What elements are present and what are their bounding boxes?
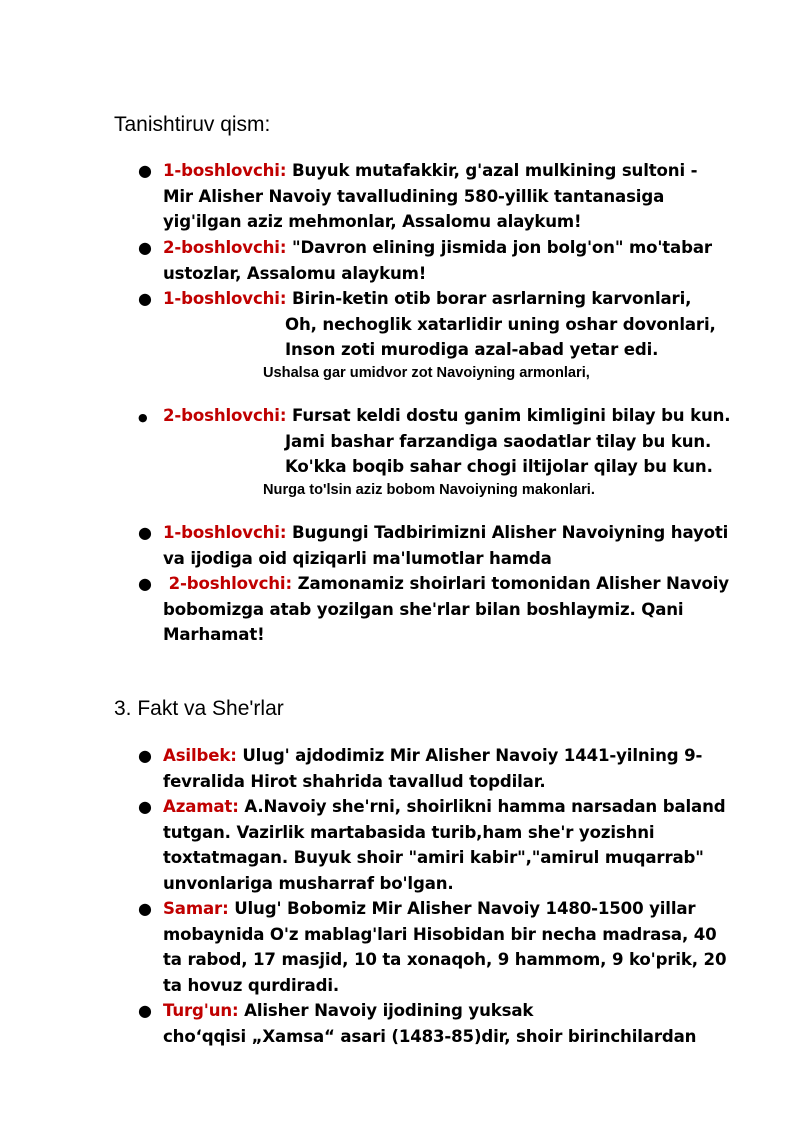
bullet-icon: ● (138, 411, 148, 424)
poem-line: Fursat keldi dostu ganim kimligini bilay bu kun. (286, 406, 731, 425)
list-item (138, 998, 763, 1049)
speaker-label: 2-boshlovchi: (163, 238, 287, 257)
list-item (138, 571, 763, 648)
bullet-icon: ● (138, 899, 152, 918)
bullet-icon: ● (138, 1001, 152, 1020)
item-text: unvonlariga musharraf bo'lgan. (163, 873, 454, 893)
poem-line: Nurga to'lsin aziz bobom Navoiyning makonlari. (263, 482, 595, 498)
item-text: mobaynida O'z mablag'lari Hisobidan bir necha madrasa, 40 (163, 924, 717, 944)
list-item (138, 403, 763, 480)
bullet-icon: ● (138, 523, 152, 542)
speaker-label: Turg'un: (163, 1001, 239, 1020)
speaker-label: 1-boshlovchi: (163, 161, 287, 180)
item-text: bobomizga atab yozilgan she'rlar bilan boshlaymiz. Qani (163, 599, 684, 619)
item-text: A.Navoiy she'rni, shoirlikni hamma narsadan baland (238, 797, 726, 816)
item-text: ta hovuz qurdiradi. (163, 975, 340, 995)
item-text: ta rabod, 17 masjid, 10 ta xonaqoh, 9 hammom, 9 ko'prik, 20 (163, 950, 727, 970)
poem-line: Birin-ketin otib borar asrlarning karvonlari, (286, 289, 692, 308)
item-text: Buyuk mutafakkir, g'azal mulkining sultoni - (286, 161, 698, 180)
item-text: Ulug' Bobomiz Mir Alisher Navoiy 1480-1500 yillar (228, 899, 696, 918)
speaker-label: Asilbek: (163, 746, 237, 765)
list-item (138, 896, 763, 998)
bullet-icon: ● (138, 161, 152, 180)
item-text: Mir Alisher Navoiy tavalludining 580-yillik tantanasiga (163, 186, 665, 206)
bullet-icon: ● (138, 289, 152, 308)
bullet-icon: ● (138, 238, 152, 257)
list-item (138, 235, 763, 286)
item-text: yig'ilgan aziz mehmonlar, Assalomu alaykum! (163, 212, 582, 232)
item-text: Marhamat! (163, 625, 265, 645)
item-text: "Davron elining jismida jon bolg'on" mo'tabar (286, 238, 712, 257)
bullet-icon: ● (138, 574, 152, 593)
speaker-label: Samar: (163, 899, 229, 918)
speaker-label: Azamat: (163, 797, 239, 816)
bullet-icon: ● (138, 746, 152, 765)
item-text: cho‘qqisi „Xamsa“ asari (1483-85)dir, shoir birinchilardan (163, 1026, 697, 1046)
item-text: ustozlar, Assalomu alaykum! (163, 263, 427, 283)
poem-line: Ko'kka boqib sahar chogi iltijolar qilay bu kun. (285, 457, 713, 477)
item-text: fevralida Hirot shahrida tavallud topdilar. (163, 771, 546, 791)
poem-line: Oh, nechoglik xatarlidir uning oshar dovonlari, (285, 314, 716, 334)
speaker-label: 2-boshlovchi: (163, 406, 287, 425)
list-item (138, 286, 763, 363)
speaker-label: 1-boshlovchi: (163, 289, 287, 308)
item-text: toxtatmagan. Buyuk shoir "amiri kabir","amirul muqarrab" (163, 848, 704, 868)
section-title-facts: 3. Fakt va She'rlar (114, 697, 284, 720)
list-item (138, 794, 763, 896)
poem-line: Jami bashar farzandiga saodatlar tilay bu kun. (285, 431, 712, 451)
item-text: Ulug' ajdodimiz Mir Alisher Navoiy 1441-yilning 9- (236, 746, 703, 765)
list-item (138, 743, 763, 794)
item-text: Alisher Navoiy ijodining yuksak (238, 1001, 534, 1020)
item-text: Bugungi Tadbirimizni Alisher Navoiyning hayoti (286, 523, 729, 542)
list-item (138, 520, 763, 571)
speaker-label: 2-boshlovchi: (163, 574, 292, 593)
poem-line: Ushalsa gar umidvor zot Navoiyning armonlari, (263, 365, 590, 381)
poem-line: Inson zoti murodiga azal-abad yetar edi. (285, 340, 659, 360)
speaker-label: 1-boshlovchi: (163, 523, 287, 542)
section-title-intro: Tanishtiruv qism: (114, 113, 271, 136)
item-text: va ijodiga oid qiziqarli ma'lumotlar hamda (163, 548, 552, 568)
bullet-icon: ● (138, 797, 152, 816)
item-text: Zamonamiz shoirlari tomonidan Alisher Navoiy (291, 574, 729, 593)
item-text: tutgan. Vazirlik martabasida turib,ham she'r yozishni (163, 822, 655, 842)
list-item (138, 158, 763, 235)
